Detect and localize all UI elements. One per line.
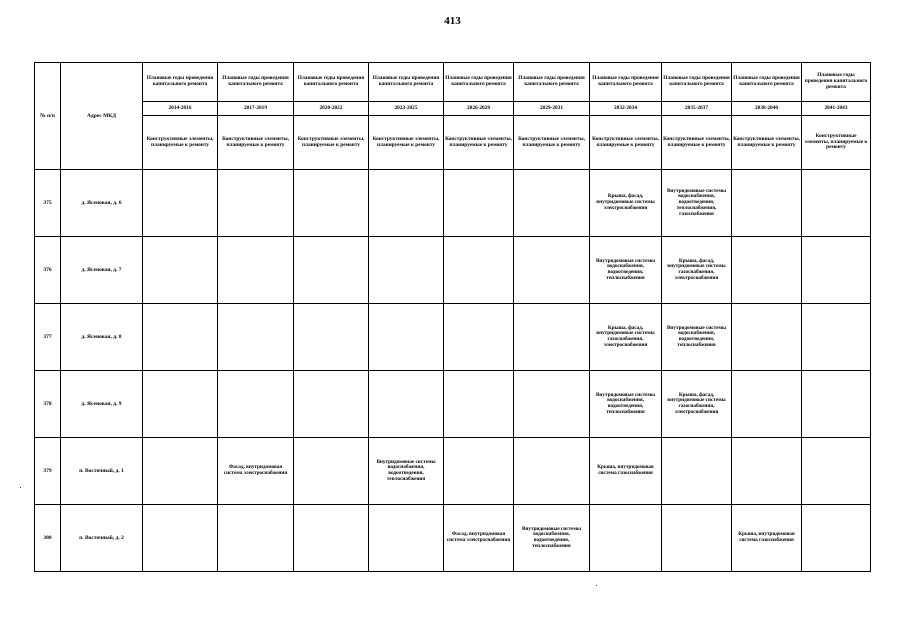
header-elements: Конструктивные элементы, планируемые к ремонту — [732, 116, 802, 170]
header-row-period — [35, 63, 871, 102]
work-cell — [444, 170, 514, 237]
header-elements: Конструктивные элементы, планируемые к ремонту — [444, 116, 514, 170]
work-cell — [732, 438, 802, 505]
work-cell: Крыша, внутридомовая система газоснабжения — [590, 438, 662, 505]
work-cell: Крыша, фасад, внутридомовые системы газоснабжения, электроснабжения — [662, 237, 732, 304]
work-cell — [802, 371, 871, 438]
header-period-title: Плановые годы проведения капитального ремонта — [732, 63, 802, 102]
header-elements: Конструктивные элементы, планируемые к ремонту — [294, 116, 369, 170]
table-row — [35, 371, 871, 438]
header-year: 2023-2025 — [369, 102, 444, 116]
work-cell: Внутридомовые системы водоснабжения, водоотведения, теплоснабжения — [662, 304, 732, 371]
work-cell — [294, 237, 369, 304]
row-address: д. Ясеновая, д. 9 — [61, 371, 143, 438]
row-number: 376 — [35, 237, 61, 304]
scan-speck — [20, 487, 21, 488]
header-elements: Конструктивные элементы, планируемые к ремонту — [218, 116, 294, 170]
header-year: 2032-2034 — [590, 102, 662, 116]
work-cell — [143, 371, 218, 438]
header-period-title: Плановые годы проведения капитального ремонта — [444, 63, 514, 102]
header-year: 2020-2022 — [294, 102, 369, 116]
work-cell — [802, 438, 871, 505]
header-elements: Конструктивные элементы, планируемые к ремонту — [662, 116, 732, 170]
work-cell — [662, 505, 732, 572]
header-period-title: Плановые годы проведения капитального ремонта — [143, 63, 218, 102]
work-cell — [514, 304, 590, 371]
row-number: 375 — [35, 170, 61, 237]
work-cell — [369, 505, 444, 572]
header-period-title: Плановые годы проведения капитального ремонта — [590, 63, 662, 102]
work-cell — [294, 170, 369, 237]
row-address: д. Ясеновая, д. 7 — [61, 237, 143, 304]
table-row — [35, 505, 871, 572]
table-body — [35, 170, 871, 572]
work-cell: Крыша, фасад, внутридомовые системы газоснабжения, электроснабжения — [590, 304, 662, 371]
table-row — [35, 237, 871, 304]
work-cell — [143, 237, 218, 304]
work-cell: Фасад, внутридомовая система электроснабжения — [218, 438, 294, 505]
header-elements: Конструктивные элементы, планируемые к ремонту — [802, 116, 871, 170]
work-cell — [218, 304, 294, 371]
row-number: 379 — [35, 438, 61, 505]
work-cell — [802, 304, 871, 371]
header-year: 2035-2037 — [662, 102, 732, 116]
header-period-title: Плановые годы проведения капитального ремонта — [662, 63, 732, 102]
work-cell — [444, 438, 514, 505]
work-cell — [294, 505, 369, 572]
work-cell — [802, 237, 871, 304]
work-cell: Внутридомовые системы водоснабжения, водоотведения, теплоснабжения — [590, 237, 662, 304]
work-cell: Внутридомовые системы водоснабжения, водоотведения, теплоснабжения — [590, 371, 662, 438]
work-cell — [294, 371, 369, 438]
header-elements: Конструктивные элементы, планируемые к ремонту — [369, 116, 444, 170]
work-cell — [294, 304, 369, 371]
capital-repair-table — [34, 62, 871, 572]
work-cell — [143, 304, 218, 371]
header-row-elements — [35, 116, 871, 170]
row-number: 377 — [35, 304, 61, 371]
work-cell: Внутридомовые системы водоснабжения, водоотведения, теплоснабжения — [514, 505, 590, 572]
work-cell — [218, 505, 294, 572]
work-cell: Крыша, фасад, внутридомовые системы электроснабжения — [590, 170, 662, 237]
header-period-title: Плановые годы проведения капитального ремонта — [369, 63, 444, 102]
header-year: 2029-2031 — [514, 102, 590, 116]
row-address: д. Ясеновая, д. 8 — [61, 304, 143, 371]
work-cell — [514, 170, 590, 237]
row-address: п. Восточный, д. 1 — [61, 438, 143, 505]
work-cell — [514, 438, 590, 505]
table-header — [35, 63, 871, 170]
work-cell: Крыша, внутридомовая система газоснабжения — [732, 505, 802, 572]
header-period-title: Плановые годы проведения капитального ремонта — [514, 63, 590, 102]
work-cell — [732, 304, 802, 371]
work-cell — [802, 505, 871, 572]
page-number: 413 — [444, 15, 461, 27]
scan-speck — [596, 585, 597, 586]
row-number: 378 — [35, 371, 61, 438]
work-cell — [732, 170, 802, 237]
work-cell — [143, 170, 218, 237]
table-row — [35, 170, 871, 237]
header-elements: Конструктивные элементы, планируемые к ремонту — [590, 116, 662, 170]
header-num: № п/п — [35, 63, 61, 170]
work-cell — [732, 237, 802, 304]
work-cell — [218, 170, 294, 237]
header-period-title: Плановые годы проведения капитального ремонта — [294, 63, 369, 102]
work-cell — [590, 505, 662, 572]
work-cell — [444, 371, 514, 438]
work-cell — [143, 505, 218, 572]
header-period-title: Плановые годы проведения капитального ремонта — [218, 63, 294, 102]
header-year: 2014-2016 — [143, 102, 218, 116]
work-cell — [218, 371, 294, 438]
work-cell: Фасад, внутридомовая система электроснабжения — [444, 505, 514, 572]
work-cell — [369, 170, 444, 237]
work-cell — [369, 371, 444, 438]
work-cell — [444, 304, 514, 371]
work-cell — [143, 438, 218, 505]
header-year: 2038-2040 — [732, 102, 802, 116]
work-cell: Внутридомовые системы водоснабжения, водоотведения, теплоснабжения, газоснабжения — [662, 170, 732, 237]
work-cell — [514, 237, 590, 304]
header-period-title: Плановые годы проведения капитального ремонта — [802, 63, 871, 102]
header-address: Адрес МКД — [61, 63, 143, 170]
work-cell — [218, 237, 294, 304]
work-cell — [662, 438, 732, 505]
work-cell: Крыша, фасад, внутридомовые системы газоснабжения, электроснабжения — [662, 371, 732, 438]
work-cell — [514, 371, 590, 438]
work-cell — [369, 304, 444, 371]
work-cell — [294, 438, 369, 505]
work-cell — [802, 170, 871, 237]
row-address: п. Восточный, д. 2 — [61, 505, 143, 572]
header-year: 2017-2019 — [218, 102, 294, 116]
header-year: 2026-2028 — [444, 102, 514, 116]
header-elements: Конструктивные элементы, планируемые к ремонту — [143, 116, 218, 170]
table-row — [35, 304, 871, 371]
work-cell — [732, 371, 802, 438]
header-elements: Конструктивные элементы, планируемые к ремонту — [514, 116, 590, 170]
header-year: 2041-2043 — [802, 102, 871, 116]
row-address: д. Ясеновая, д. 6 — [61, 170, 143, 237]
header-row-years — [35, 102, 871, 116]
table-row — [35, 438, 871, 505]
row-number: 380 — [35, 505, 61, 572]
work-cell — [444, 237, 514, 304]
work-cell — [369, 237, 444, 304]
work-cell: Внутридомовые системы водоснабжения, водоотведения, теплоснабжения — [369, 438, 444, 505]
